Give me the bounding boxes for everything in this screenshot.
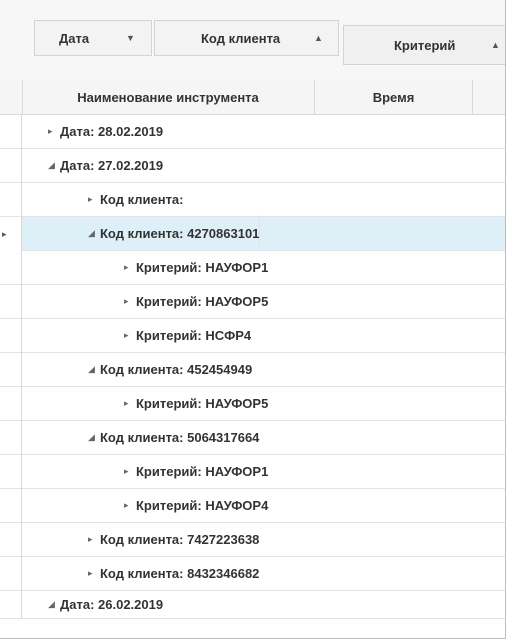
grid-body — [0, 115, 506, 619]
row-indicator[interactable] — [0, 353, 22, 387]
group-row-label: Критерий: НАУФОР1 — [136, 260, 269, 275]
group-row-label: Критерий: НСФР4 — [136, 328, 252, 343]
row-indicator[interactable] — [0, 591, 22, 619]
group-row[interactable] — [0, 523, 506, 557]
current-row-pointer-icon: ▸ — [2, 229, 7, 239]
group-row-content — [124, 319, 251, 352]
group-row[interactable] — [0, 149, 506, 183]
collapsed-triangle-icon[interactable]: ▸ — [124, 262, 129, 272]
group-row-label: Критерий: НАУФОР1 — [136, 464, 269, 479]
group-row-label: Критерий: НАУФОР5 — [136, 396, 269, 411]
row-indicator[interactable] — [0, 183, 22, 217]
group-row-label: Дата: 28.02.2019 — [60, 124, 164, 139]
group-row-content — [48, 591, 163, 618]
group-chip-label: Дата — [59, 30, 90, 46]
group-row-label: Код клиента: 5064317664 — [100, 430, 260, 445]
row-indicator[interactable] — [0, 217, 22, 251]
group-chip-criterion[interactable] — [343, 25, 506, 65]
row-indicator[interactable] — [0, 387, 22, 421]
row-indicator[interactable] — [0, 455, 22, 489]
expanded-triangle-icon[interactable]: ◢ — [88, 432, 95, 442]
collapsed-triangle-icon[interactable]: ▸ — [124, 500, 129, 510]
row-indicator[interactable] — [0, 149, 22, 183]
collapsed-triangle-icon[interactable]: ▸ — [124, 466, 129, 476]
group-row[interactable] — [0, 489, 506, 523]
group-panel — [0, 0, 506, 81]
group-row-content — [124, 489, 268, 522]
collapsed-triangle-icon[interactable]: ▸ — [124, 398, 129, 408]
row-indicator[interactable] — [0, 319, 22, 353]
group-row-content — [124, 251, 268, 284]
group-row-content — [48, 149, 163, 182]
group-row[interactable] — [0, 421, 506, 455]
sort-down-icon[interactable]: ▼ — [126, 33, 135, 43]
group-row[interactable] — [0, 251, 506, 285]
group-chip-client-code[interactable] — [154, 20, 339, 56]
group-row-content — [88, 421, 259, 454]
sort-up-icon[interactable]: ▲ — [314, 33, 323, 43]
group-row-selected[interactable] — [0, 217, 506, 251]
group-chip-date[interactable] — [34, 20, 152, 56]
collapsed-triangle-icon[interactable]: ▸ — [48, 126, 53, 136]
group-chip-label: Критерий — [394, 37, 456, 53]
expanded-triangle-icon[interactable]: ◢ — [88, 364, 95, 374]
row-indicator[interactable] — [0, 421, 22, 455]
row-indicator[interactable] — [0, 115, 22, 149]
group-row-label: Код клиента: — [100, 192, 184, 207]
row-indicator-header — [0, 80, 23, 114]
group-row[interactable] — [0, 557, 506, 591]
row-indicator[interactable] — [0, 557, 22, 591]
group-row-content — [88, 353, 252, 386]
column-header-time[interactable]: Время — [315, 80, 473, 114]
group-row[interactable] — [0, 319, 506, 353]
group-row-label: Код клиента: 8432346682 — [100, 566, 260, 581]
sort-up-icon[interactable]: ▲ — [491, 40, 500, 50]
expanded-triangle-icon[interactable]: ◢ — [48, 599, 55, 609]
group-row[interactable] — [0, 387, 506, 421]
row-indicator[interactable] — [0, 489, 22, 523]
group-row[interactable] — [0, 353, 506, 387]
group-row[interactable] — [0, 115, 506, 149]
group-row[interactable] — [0, 591, 506, 619]
collapsed-triangle-icon[interactable]: ▸ — [124, 330, 129, 340]
expanded-triangle-icon[interactable]: ◢ — [88, 228, 95, 238]
group-row-content — [124, 285, 268, 318]
collapsed-triangle-icon[interactable]: ▸ — [88, 568, 93, 578]
collapsed-triangle-icon[interactable]: ▸ — [124, 296, 129, 306]
group-row[interactable] — [0, 285, 506, 319]
row-indicator[interactable] — [0, 251, 22, 285]
group-row-content — [88, 183, 184, 216]
group-row[interactable] — [0, 183, 506, 217]
row-indicator[interactable] — [0, 285, 22, 319]
row-indicator[interactable] — [0, 523, 22, 557]
group-row-content — [124, 387, 268, 420]
group-row-label: Код клиента: 452454949 — [100, 362, 253, 377]
collapsed-triangle-icon[interactable]: ▸ — [88, 194, 93, 204]
group-row-label: Код клиента: 7427223638 — [100, 532, 260, 547]
group-chip-label: Код клиента — [201, 30, 281, 46]
group-row-content — [48, 115, 163, 148]
column-header-row — [0, 80, 506, 115]
group-row-label: Дата: 27.02.2019 — [60, 158, 164, 173]
group-row-content — [88, 557, 259, 590]
expanded-triangle-icon[interactable]: ◢ — [48, 160, 55, 170]
group-row-content — [88, 523, 259, 556]
collapsed-triangle-icon[interactable]: ▸ — [88, 534, 93, 544]
group-row-label: Критерий: НАУФОР5 — [136, 294, 269, 309]
group-row-label: Код клиента: 4270863101 — [100, 226, 260, 241]
group-row-content — [124, 455, 268, 488]
group-row-content — [88, 217, 260, 250]
group-row-label: Критерий: НАУФОР4 — [136, 498, 269, 513]
group-row[interactable] — [0, 455, 506, 489]
group-row-label: Дата: 26.02.2019 — [60, 597, 164, 612]
column-header-instrument-name[interactable]: Наименование инструмента — [22, 80, 315, 114]
